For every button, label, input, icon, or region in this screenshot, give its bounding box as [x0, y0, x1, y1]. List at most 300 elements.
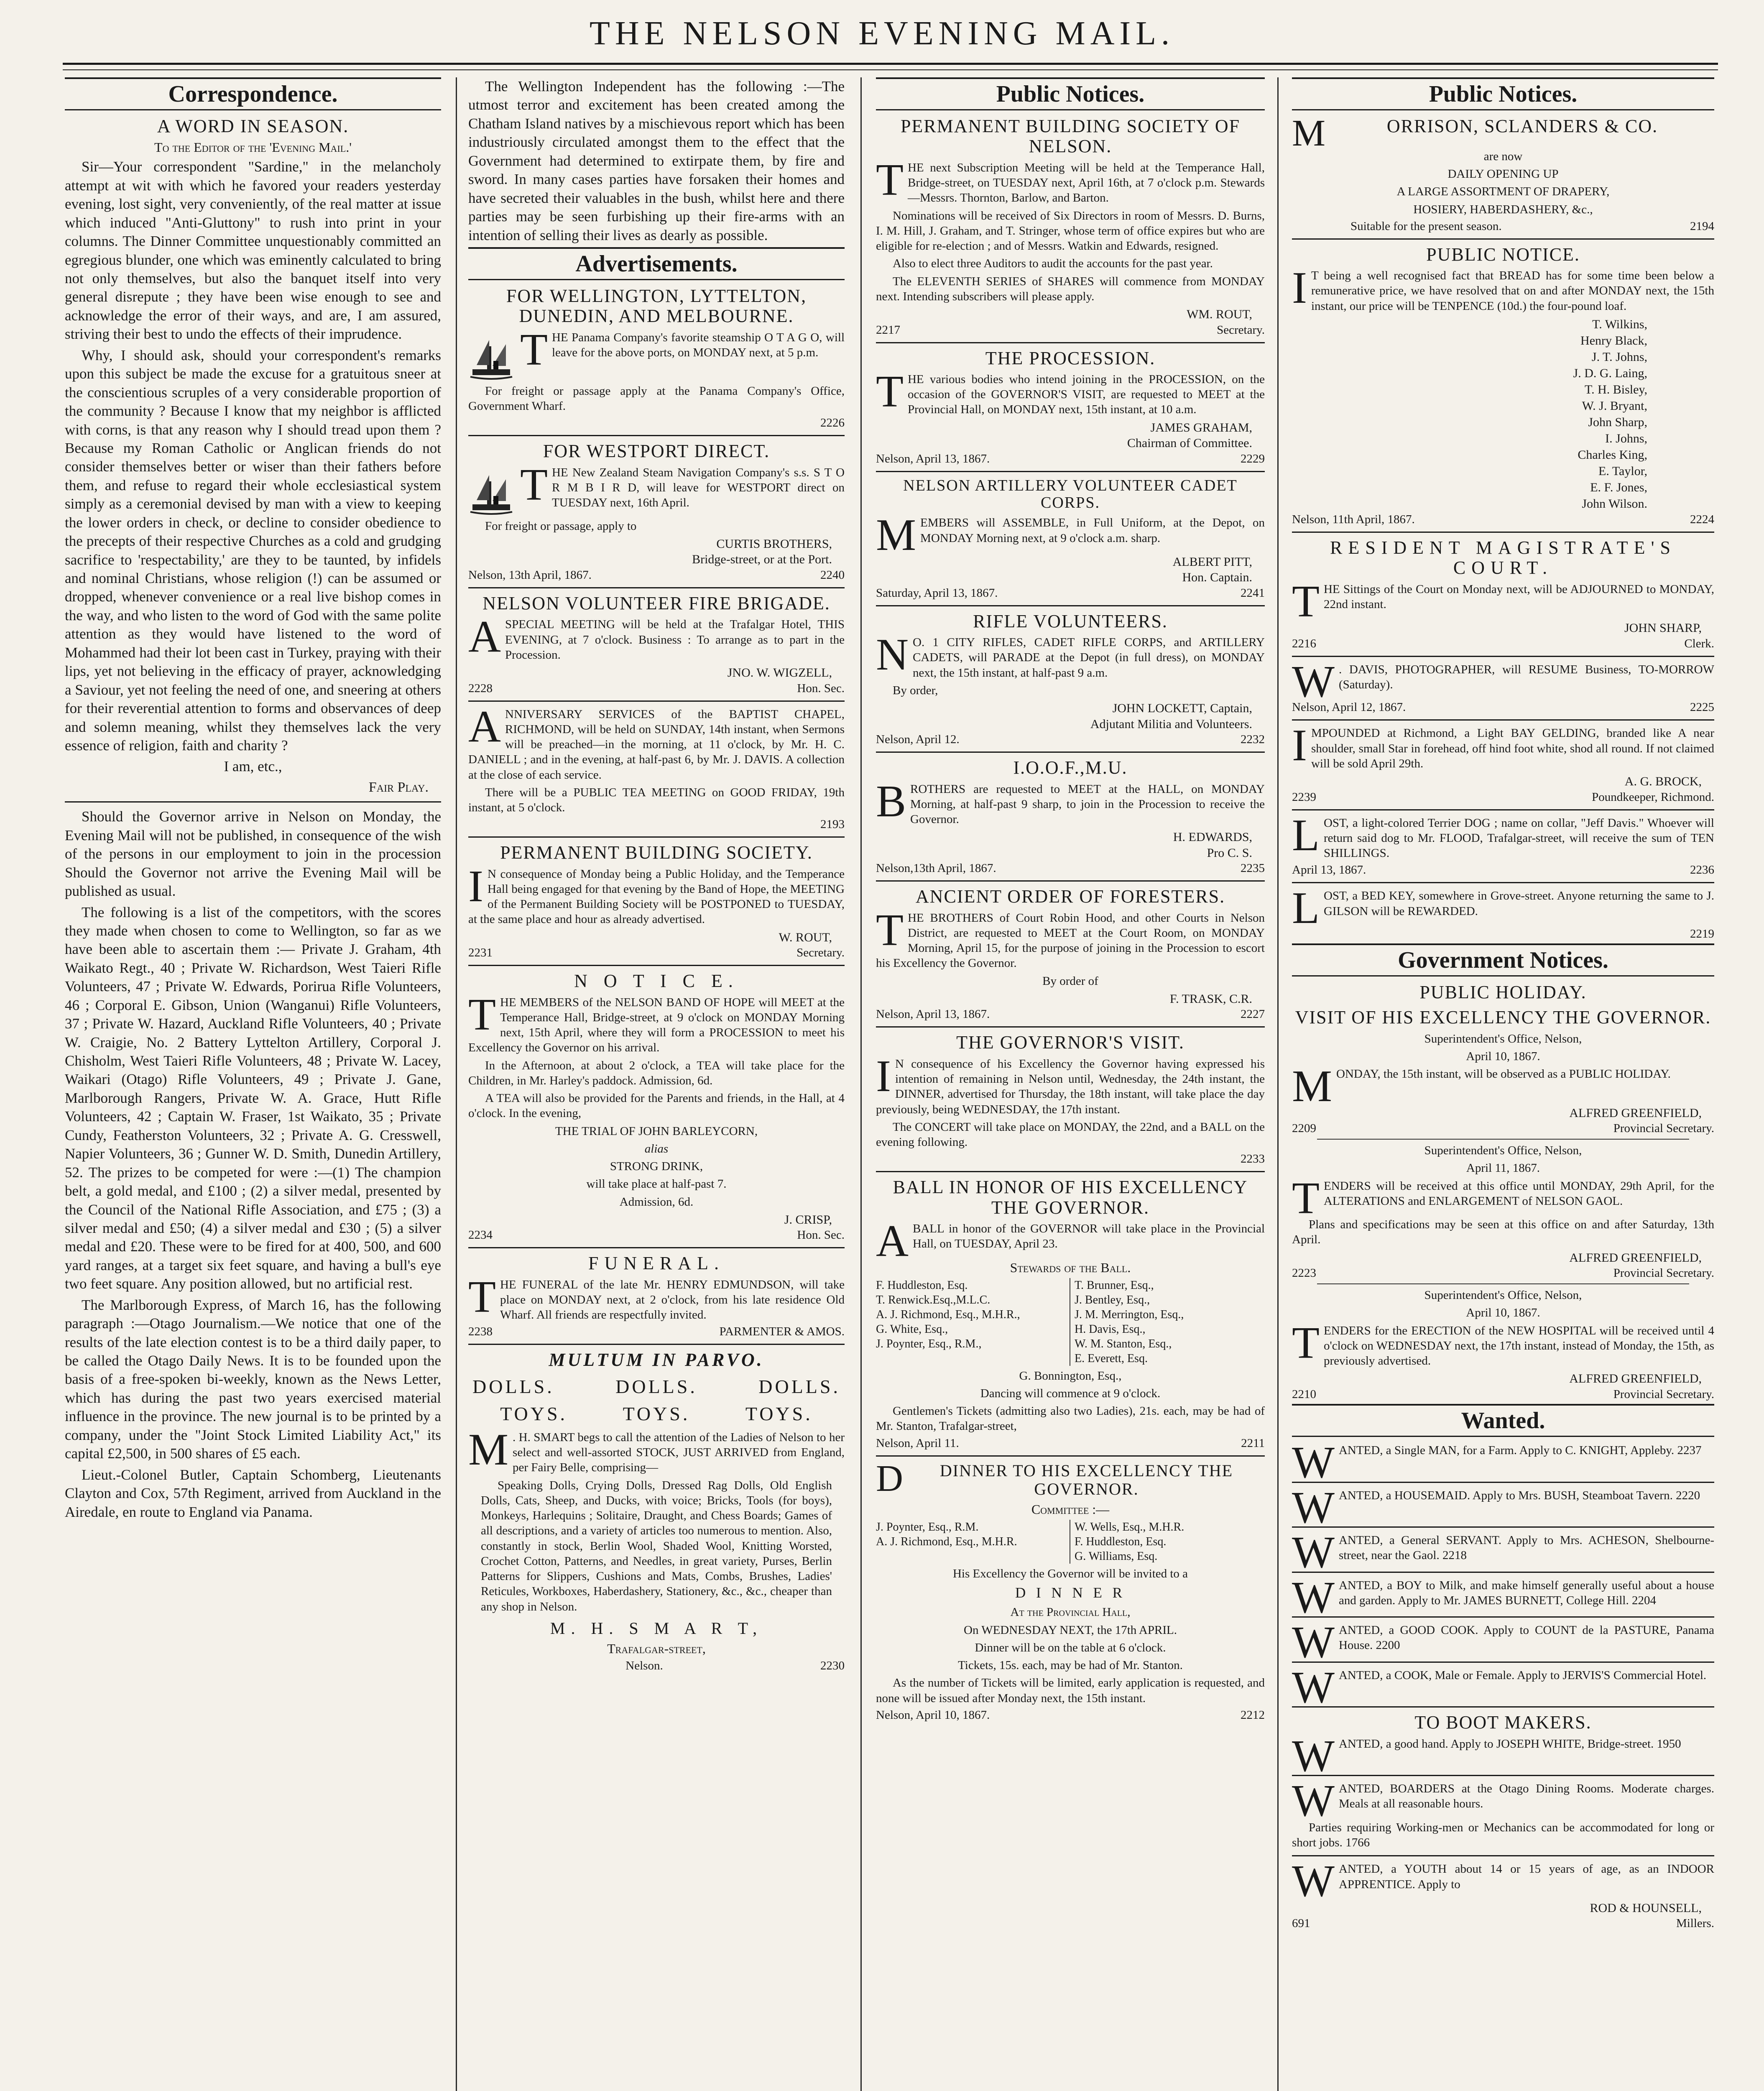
ad-signature-sub: Hon. Captain. [1182, 570, 1252, 585]
ad-body: ANTED, BOARDERS at the Otago Dining Rooms. Moderate charges. Meals at all reasonable hours. [1338, 1782, 1714, 1811]
ad-body: OST, a light-colored Terrier DOG ; name on collar, "Jeff Davis." Whoever will return said dog to Mr. FLOOD, Trafalgar-street, will receive the sum of TEN SHILLINGS. [1323, 816, 1714, 860]
signatory-name: E. Taylor, [1598, 464, 1647, 478]
ad-title: TO BOOT MAKERS. [1414, 1712, 1592, 1733]
ad-body: HE various bodies who intend joining in the PROCESSION, on the occasion of the GOVERNOR'S VISIT, are requested to MEET at the Provincial Hall, on MONDAY next, 15th instant, at 10 a.m. [907, 372, 1265, 417]
ad-date: Nelson, April 10, 1867. [876, 1708, 990, 1722]
divider [468, 1247, 845, 1248]
divider [1317, 1139, 1689, 1140]
ad-title: RIFLE VOLUNTEERS. [973, 611, 1168, 631]
ad-date: Saturday, April 13, 1867. [876, 586, 998, 600]
ad-number: 2229 [1241, 452, 1265, 465]
signatory-name: T. H. Bisley, [1585, 382, 1647, 396]
masthead: THE NELSON EVENING MAIL. [590, 15, 1174, 52]
section-header-government-notices: Government Notices. [1292, 943, 1714, 976]
ad-signature: ALFRED GREENFIELD, [1569, 1372, 1702, 1386]
ad-signature: ALFRED GREENFIELD, [1569, 1250, 1702, 1265]
ad-body: By order of [1042, 974, 1098, 988]
ad-signature-sub: Pro C. S. [1207, 846, 1252, 860]
ad-body: O. 1 CITY RIFLES, CADET RIFLE CORPS, and ARTILLERY CADETS, will PARADE at the Depot (in full dress), on MONDAY next, the 15th instant, at half-past 9 a.m. [913, 636, 1265, 680]
office-date: April 10, 1867. [1466, 1306, 1540, 1320]
ad-body: ANTED, a YOUTH about 14 or 15 years of age, as an INDOOR APPRENTICE. Apply to [1338, 1862, 1714, 1891]
drop-cap: A [468, 612, 501, 662]
drop-cap: W [1292, 1776, 1335, 1826]
ad-signature-sub: Adjutant Militia and Volunteers. [1090, 717, 1252, 731]
divider [876, 1455, 1265, 1457]
ad-impounded [1292, 721, 1714, 804]
ad-line: Dinner will be on the table at 6 o'clock. [975, 1641, 1166, 1654]
ad-body: There will be a PUBLIC TEA MEETING on GOOD FRIDAY, 19th instant, at 5 o'clock. [468, 785, 845, 814]
divider [468, 435, 845, 436]
ad-title: FUNERAL. [588, 1253, 725, 1274]
drop-cap: M [876, 510, 916, 560]
ad-body: ONDAY, the 15th instant, will be observed as a PUBLIC HOLIDAY. [1336, 1067, 1671, 1081]
drop-cap: T [1292, 1173, 1320, 1223]
ad-number: 2233 [1241, 1152, 1265, 1166]
divider [1292, 1616, 1714, 1618]
divider [1292, 532, 1714, 533]
ad-place: Nelson. [625, 1659, 663, 1672]
toys-word: TOYS. [745, 1403, 813, 1424]
letter-paragraph: Sir—Your correspondent "Sardine," in the melancholy attempt at wit with which he favored your readers yesterday evening, lost sight, very conveniently, of the real matter at issue which induced "Anti-Gluttony" to rush into print in your columns. The Dinner Committee unquestionably committed an egregious blunder, one which was eminently calculated to bring not only themselves, but also the banquet itself into very general disrepute ; they have been wise enough to see and acknowledge the error of their ways, and are, I am assured, striving their best to undo the effects of their imprudence. [65, 158, 441, 343]
drop-cap: W [1292, 1731, 1335, 1781]
ad-line: HOSIERY, HABERDASHERY, &c., [1413, 202, 1593, 216]
ad-body: Nominations will be received of Six Directors in room of Messrs. D. Burns, I. M. Hill, J. Graham, and T. Stringer, whose term of office expires but who are eligible for re-election ; and of Messrs. Watkin and Edwards, resigned. [876, 209, 1265, 253]
ad-line: Dancing will commence at 9 o'clock. [980, 1386, 1161, 1400]
ad-number: 2210 [1292, 1387, 1316, 1401]
ad-line: Admission, 6d. [619, 1195, 694, 1209]
letter-closing: I am, etc., [224, 758, 282, 775]
ad-photographer [1292, 657, 1714, 715]
ad-title: VISIT OF HIS EXCELLENCY THE GOVERNOR. [1295, 1007, 1711, 1028]
drop-cap: W [1292, 1618, 1335, 1668]
ad-signature: ROD & HOUNSELL, [1590, 1901, 1702, 1915]
drop-cap: W [1292, 1662, 1335, 1713]
office-line: Superintendent's Office, Nelson, [1424, 1144, 1582, 1158]
ad-body: ANTED, a COOK, Male or Female. Apply to JERVIS'S Commercial Hotel. [1338, 1668, 1707, 1682]
column-public-notices-2 [1292, 77, 1714, 2091]
column-advertisements [468, 77, 845, 2091]
ad-body: HE MEMBERS of the NELSON BAND OF HOPE will MEET at the Temperance Hall, Bridge-street, at 9 o'clock on MONDAY Morning next, 15th April, where they will form a PROCESSION to meet his Excellency the Governor on his arrival. [468, 995, 845, 1055]
column-correspondence [65, 77, 441, 2091]
ad-body: EMBERS will ASSEMBLE, in Full Uniform, at the Depot, on MONDAY Morning next, at 9 o'clock a.m. sharp. [920, 516, 1265, 545]
ad-body: HE Panama Company's favorite steamship O T A G O, will leave for the above ports, on MONDAY next, at 5 p.m. [551, 330, 845, 359]
drop-cap: T [468, 989, 496, 1040]
ad-date: Nelson, April 12, 1867. [1292, 700, 1406, 714]
ad-date: Nelson, April 12. [876, 733, 960, 746]
ad-number: 2227 [1241, 1007, 1265, 1021]
steward-name: J. Bentley, Esq., [1075, 1293, 1150, 1306]
drop-cap: M [468, 1424, 509, 1475]
committee-name: A. J. Richmond, Esq., M.H.R. [876, 1535, 1017, 1548]
ad-number: 1766 [1345, 1836, 1370, 1849]
ad-body: ANTED, a General SERVANT. Apply to Mrs. ACHESON, Shelbourne-street, near the Gaol. [1338, 1534, 1714, 1562]
ad-body: As the number of Tickets will be limited, early application is requested, and none will be issued after Monday next, the 15th instant. [876, 1676, 1265, 1705]
ad-title: MULTUM IN PARVO. [549, 1350, 764, 1370]
ad-oddfellows [876, 758, 1265, 875]
signatory-name: T. Wilkins, [1592, 317, 1647, 331]
steward-name: A. J. Richmond, Esq., M.H.R., [876, 1308, 1020, 1321]
ad-number: 2193 [820, 818, 845, 831]
office-line: Superintendent's Office, Nelson, [1424, 1032, 1582, 1046]
signatory-name: E. F. Jones, [1590, 480, 1647, 494]
ad-signature-sub: Provincial Secretary. [1613, 1266, 1714, 1280]
column-separator [456, 77, 457, 2091]
signatory-name: J. D. G. Laing, [1573, 366, 1647, 380]
ad-body: NNIVERSARY SERVICES of the BAPTIST CHAPEL, RICHMOND, will be held on SUNDAY, 14th instant, when Sermons will be preached—in the morning, at 11 o'clock, by Mr. H. C. DANIELL ; and in the evening, at half-past 6, by Mr. J. DAVIS. A collection at the close of each service. [468, 707, 845, 782]
signatory-name: Charles King, [1578, 447, 1647, 462]
ad-morrison-sclanders [1292, 112, 1714, 233]
ad-bread-notice [1292, 245, 1714, 527]
ad-signature: J. CRISP, [784, 1212, 832, 1227]
ad-date: Nelson, 11th April, 1867. [1292, 512, 1415, 526]
ad-signature: W. ROUT, [779, 930, 832, 944]
news-paragraph: The Marlborough Express, of March 16, has the following paragraph :—Otago Journalism.—We notice that one of the results of the late election contest is to be a third daily paper, to be called the Otago Daily News. It is to be founded upon the basis of a free-spoken bi-weekly, known as the News Letter, which has during the past two years exercised material influence in the province. The new journal is to be printed by a company, under the "Joint Stock Limited Liability Act," its capital £2,500, in 500 shares of £5 each. [65, 1296, 441, 1462]
ad-title: PERMANENT BUILDING SOCIETY. [500, 842, 813, 863]
drop-cap: W [1292, 1572, 1335, 1623]
gov-gaol-tenders [1292, 1143, 1714, 1280]
dolls-word: DOLLS. [758, 1375, 840, 1397]
ad-signature: JAMES GRAHAM, [1150, 420, 1252, 435]
ad-body: For freight or passage apply at the Panama Company's Office, Government Wharf. [468, 384, 845, 413]
drop-cap: L [1292, 883, 1320, 933]
ad-governors-ball [876, 1177, 1265, 1450]
steward-name: J. M. Merrington, Esq., [1075, 1308, 1184, 1321]
ad-body: HE next Subscription Meeting will be held at the Temperance Hall, Bridge-street, on TUESDAY next, April 16th, at 7 o'clock p.m. Stewards—Messrs. Thornton, Barlow, and Barton. [907, 161, 1265, 205]
ad-governors-dinner [876, 1457, 1265, 1722]
ad-signature: F. TRASK, C.R. [1169, 992, 1252, 1006]
wanted-farm-man [1292, 1437, 1714, 1488]
ad-date: Nelson, 13th April, 1867. [468, 568, 592, 582]
committee-name: W. Wells, Esq., M.H.R. [1075, 1520, 1185, 1534]
divider [1292, 719, 1714, 721]
signatory-name: I. Johns, [1605, 431, 1647, 445]
steward-name: T. Brunner, Esq., [1075, 1278, 1154, 1292]
ad-number: 2232 [1241, 733, 1265, 746]
ad-title: I.O.O.F.,M.U. [1013, 757, 1128, 778]
divider [1292, 1482, 1714, 1483]
ad-number: 2216 [1292, 637, 1316, 650]
ad-magistrates-court [1292, 538, 1714, 651]
ad-signature: M. H. S M A R T, [550, 1618, 763, 1638]
ad-westport-steamer [468, 441, 845, 582]
divider [876, 1171, 1265, 1172]
ad-signature-sub: Hon. Sec. [797, 681, 845, 695]
signatory-name: Henry Black, [1580, 333, 1647, 348]
ad-body: N consequence of his Excellency the Governor having expressed his intention of remaining in Nelson until, Wednesday, the 24th instant, the DINNER, advertised for Thursday, the 18th instant, will take place the day previously, being WEDNESDAY, the 17th instant. [876, 1057, 1265, 1116]
ad-body: ANTED, a BOY to Milk, and make himself generally useful about a house and garden. Apply to Mr. JAMES BURNETT, College Hill. [1338, 1578, 1714, 1607]
ad-title: FOR WESTPORT DIRECT. [543, 441, 770, 462]
toys-word: TOYS. [623, 1403, 690, 1424]
ad-line: D I N N E R [1015, 1584, 1126, 1601]
ad-line: THE TRIAL OF JOHN BARLEYCORN, [555, 1124, 758, 1138]
ad-baptist-anniversary [468, 701, 845, 832]
ad-number: 2194 [1690, 219, 1714, 233]
ad-line: are now [1483, 149, 1523, 163]
ad-title: BALL IN HONOR OF HIS EXCELLENCY THE GOVERNOR. [893, 1177, 1248, 1218]
section-header-wanted: Wanted. [1292, 1404, 1714, 1437]
divider [876, 605, 1265, 606]
ad-title: PUBLIC NOTICE. [1426, 244, 1580, 265]
ad-number: 2237 [1677, 1443, 1702, 1457]
signatory-name: John Sharp, [1588, 415, 1647, 429]
office-date: April 11, 1867. [1466, 1161, 1540, 1175]
ad-body: A TEA will also be provided for the Parents and friends, in the Hall, at 4 o'clock. In the evening, [468, 1092, 845, 1120]
letter-paragraph: Why, I should ask, should your correspondent's remarks upon this subject be made the excuse for a gratuitous sneer at the conscientious scruples of a very considerable proportion of the community ? Because I know that my neighbor is afflicted with corns, is that any reason why I should tread upon them ? Because my Roman Catholic or Anglican friends do not consider themselves better or wiser than their fathers before them, and refuse to regard their whole ecclesiastical system simply as a ceremonial devised by man with a view to keeping the lower orders in check, or decline to consider obedience to the precepts of their respective Churches as a cold and grudging sacrifice to 'respectability,' are they to be taunted, by infidels and nominal Christians, whose religion (!) can be assumed or dropped, whenever convenience or a real live bishop comes in the way, and who listen to the word of God with the same polite attention as they would have listened to the word of Mohammed had their lot been cast in Turkey, praying with their lips, yet not believing in the efficacy of prayer, acknowledging a Saviour, yet not feeling the need of one, and sneering at others for their reverential attention to forms and observances of deep and solemn meaning, whilst they themselves lack the very essence of religion, faith and charity ? [65, 347, 441, 754]
divider [876, 471, 1265, 472]
ad-signature-sub: Secretary. [796, 946, 845, 960]
divider [876, 342, 1265, 343]
column-public-notices [876, 77, 1265, 2091]
committee-name: F. Huddleston, Esq. [1075, 1535, 1167, 1548]
drop-cap: I [1292, 721, 1307, 771]
steward-name: T. Renwick.Esq.,M.L.C. [876, 1293, 990, 1306]
masthead-rule [63, 63, 1718, 65]
steward-name: J. Poynter, Esq., R.M., [876, 1337, 982, 1350]
drop-cap: T [876, 366, 904, 417]
wanted-youth-apprentice [1292, 1856, 1714, 1930]
signatory-name: John Wilson. [1582, 496, 1647, 511]
drop-cap: T [876, 905, 904, 955]
ad-number: 2238 [468, 1325, 493, 1339]
committee-heading: Committee :— [1031, 1501, 1110, 1517]
ad-body: MPOUNDED at Richmond, a Light BAY GELDING, branded like A near shoulder, small Star in forehead, off hind foot white, shod all round. If not claimed will be sold April 29th. [1311, 726, 1714, 770]
ad-signature: WM. ROUT, [1187, 307, 1252, 322]
steward-name: H. Davis, Esq., [1075, 1322, 1146, 1336]
ad-number: 2223 [1292, 1266, 1316, 1280]
divider [1292, 1706, 1714, 1708]
committee-name: J. Poynter, Esq., R.M. [876, 1520, 979, 1534]
ad-line: STRONG DRINK, [610, 1160, 703, 1173]
drop-cap: I [1292, 263, 1307, 313]
masthead-rule-thin [63, 69, 1718, 70]
ad-signature-sub: Poundkeeper, Richmond. [1592, 790, 1714, 804]
ad-body: Also to elect three Auditors to audit the accounts for the past year. [893, 257, 1213, 271]
divider [468, 836, 845, 838]
ad-title: ANCIENT ORDER OF FORESTERS. [915, 886, 1225, 907]
drop-cap: I [876, 1051, 891, 1101]
divider [1292, 809, 1714, 810]
ad-signature-sub: Chairman of Committee. [1127, 436, 1252, 450]
divider [1292, 1855, 1714, 1856]
ad-body: His Excellency the Governor will be invited to a [952, 1567, 1188, 1580]
drop-cap: T [520, 460, 548, 510]
toys-word: TOYS. [500, 1403, 568, 1424]
drop-cap: T [520, 325, 548, 375]
steward-name: F. Huddleston, Esq. [876, 1278, 968, 1292]
ad-signature-sub: Bridge-street, or at the Port. [692, 552, 832, 567]
ad-number: 2234 [468, 1228, 493, 1242]
ad-otago-steamer [468, 286, 845, 430]
drop-cap: W [1292, 1483, 1335, 1533]
ad-signature: ALFRED GREENFIELD, [1569, 1106, 1702, 1120]
wanted-housemaid [1292, 1483, 1714, 1533]
drop-cap: M [1292, 1061, 1333, 1112]
ad-signature: ALBERT PITT, [1172, 555, 1252, 569]
ad-permanent-building-society [468, 843, 845, 960]
dolls-row [472, 1375, 840, 1398]
drop-cap: W [1292, 1856, 1335, 1907]
gov-public-holiday [1292, 982, 1714, 1135]
divider [1292, 238, 1714, 240]
ad-body: ANTED, a HOUSEMAID. Apply to Mrs. BUSH, Steamboat Tavern. [1338, 1488, 1673, 1502]
divider [1292, 1526, 1714, 1528]
letter-signature: Fair Play. [368, 779, 429, 795]
ad-band-of-hope [468, 971, 845, 1242]
ad-title: PERMANENT BUILDING SOCIETY OF NELSON. [900, 116, 1241, 157]
ad-date: Nelson, April 13, 1867. [876, 452, 990, 465]
ad-body: ANTED, a GOOD COOK. Apply to COUNT de la PASTURE, Panama House. [1338, 1623, 1714, 1652]
ad-smart-dolls [468, 1350, 845, 1672]
ad-signature-sub: Secretary. [1217, 323, 1265, 337]
ad-body: HE Sittings of the Court on Monday next, will be ADJOURNED to MONDAY, 22nd instant. [1323, 582, 1714, 611]
ad-body: OST, a BED KEY, somewhere in Grove-street. Anyone returning the same to J. GILSON will be REWARDED. [1323, 889, 1714, 918]
ad-signature: PARMENTER & AMOS. [719, 1325, 845, 1339]
ad-body: N consequence of Monday being a Public Holiday, and the Temperance Hall being engaged for that evening by the Band of Hope, the MEETING of the Permanent Building Society will be POSTPONED to TUESDAY, at the same place and hour as already advertised. [468, 867, 845, 926]
ad-number: 691 [1292, 1917, 1310, 1930]
ad-number: 2212 [1241, 1708, 1265, 1722]
ad-number: 2218 [1442, 1549, 1467, 1562]
ad-line: A LARGE ASSORTMENT OF DRAPERY, [1396, 185, 1610, 199]
ad-title: ORRISON, SCLANDERS & CO. [1386, 116, 1658, 136]
ad-signature-sub: Provincial Secretary. [1613, 1122, 1714, 1135]
ad-body: HE FUNERAL of the late Mr. HENRY EDMUNDSON, will take place on MONDAY next, at 2 o'clock, from his late residence Old Wharf. All friends are respectfully invited. [500, 1278, 845, 1322]
ad-procession [876, 348, 1265, 466]
ad-body: Speaking Dolls, Crying Dolls, Dressed Rag Dolls, Old English Dolls, Cats, Sheep, and Ducks, with voice; Bricks, Tools (for boys), Monkeys, Harlequins ; Solitaire, Draught, and Chess Boards; Games of all descriptions, and a variety of articles too numerous to mention. Also, constantly in stock, Berlin Wool, Shaded Wool, Knitting Worsted, Crochet Cotton, Patterns, and Needles, in great variety, Purses, Berlin Patterns for Slippers, Cushions and Mats, Combs, Brushes, Ladies' Reticules, Workboxes, Haberdashery, Stationery, &c., &c., cheaper than any shop in Nelson. [481, 1478, 832, 1613]
ad-number: 2226 [820, 416, 845, 430]
ad-number: 2217 [876, 323, 900, 337]
ad-body: By order, [893, 683, 938, 697]
ad-number: 2200 [1376, 1639, 1400, 1652]
ad-signature: A. G. BROCK, [1624, 775, 1702, 789]
office-line: Superintendent's Office, Nelson, [1424, 1288, 1582, 1302]
divider [1292, 882, 1714, 883]
news-paragraph: The Wellington Independent has the following :—The utmost terror and excitement has been created among the Chatham Island natives by a mischievous report which has been industriously circulated amongst them to the effect that the Government had determined to extirpate them, by fire and sword. In many cases parties have forsaken their homes and have secreted their valuables in the bush, whilst here and there parties may be seen furbishing up their fire-arms with an intention of selling their lives as dearly as possible. [468, 78, 845, 243]
ad-number: 2225 [1690, 700, 1714, 714]
ad-number: 2235 [1241, 861, 1265, 875]
ad-line: DAILY OPENING UP [1447, 167, 1559, 181]
dolls-word: DOLLS. [472, 1375, 554, 1397]
ad-title: THE GOVERNOR'S VISIT. [956, 1032, 1185, 1053]
ad-signature-sub: Hon. Sec. [797, 1228, 845, 1242]
ad-line: alias [644, 1142, 669, 1155]
ad-signature: H. EDWARDS, [1173, 830, 1252, 844]
ad-title: DINNER TO HIS EXCELLENCY THE GOVERNOR. [939, 1461, 1233, 1498]
ad-line: On WEDNESDAY NEXT, the 17th APRIL. [964, 1623, 1177, 1637]
letter-title: A WORD IN SEASON. [157, 116, 349, 136]
signatory-name: W. J. Bryant, [1582, 399, 1647, 413]
stewards-heading: Stewards of the Ball. [1010, 1260, 1131, 1275]
news-paragraph: The following is a list of the competitors, with the scores they made when chosen to come to Wellington, so far as we have been able to ascertain them :— Private J. Graham, 4th Waikato Regt., 40 ; Private W. Richardson, West Taieri Rifle Volunteers, 47 ; Private W. Edwards, Porirua Rifle Volunteers, 46 ; Corporal E. Gibson, Union (Wanganui) Rifle Volunteers, 37 ; Private W. Hazard, Auckland Rifle Volunteers, 40 ; Private W. Craigie, No. 2 Battery Lyttelton Artillery, Corporal J. Chisholm, West Taieri Rifle Volunteers, 48 ; Private W. Lacey, Waikari (Otago) Rifle Volunteers, 49 ; Private J. Gane, Marlborough Rangers, Private W. A. Grace, Hutt Rifle Volunteers, 42 ; Captain W. Fraser, 1st Waikato, 35 ; Private Cundy, Featherston Volunteers, 32 ; Private A. G. Cresswell, Napier Volunteers, 36 ; Gunner W. D. Smith, Dunedin Artillery, 52. The prizes to be competed for were :—(1) The champion belt, a gold medal, and £100 ; (2) a silver medal, presented by the Council of the National Rifle Association, and £75 ; (3) a silver medal and £50; (4) a silver medal and £30 ; (5) a silver medal and £20. These were to be fired for at 400, 500, and 600 yard ranges, at a target six feet square, and having a bull's eye two feet square. Any position allowed, but no artificial rest. [65, 904, 441, 1292]
ad-line: Suitable for the present season. [1350, 219, 1502, 233]
wanted-boarders [1292, 1776, 1714, 1850]
ad-signature-sub: Provincial Secretary. [1613, 1387, 1714, 1401]
ad-body: Gentlemen's Tickets (admitting also two Ladies), 21s. each, may be had of Mr. Stanton, Trafalgar-street, [876, 1404, 1265, 1433]
divider [1292, 656, 1714, 657]
ad-number: 2241 [1241, 586, 1265, 600]
drop-cap: W [1292, 1528, 1335, 1578]
office-date: April 10, 1867. [1466, 1049, 1540, 1063]
divider [876, 880, 1265, 882]
signatory-list [1292, 316, 1714, 512]
column-separator [1277, 77, 1279, 2091]
drop-cap: W [1292, 1437, 1335, 1488]
ad-foresters [876, 887, 1265, 1021]
drop-cap: B [876, 776, 906, 826]
steward-name: G. Bonnington, Esq., [1019, 1369, 1122, 1383]
drop-cap: W [1292, 657, 1335, 707]
ad-title: NELSON ARTILLERY VOLUNTEER CADET CORPS. [903, 476, 1238, 512]
drop-cap: A [876, 1216, 909, 1266]
ad-title: THE PROCESSION. [985, 348, 1156, 368]
ad-body: In the Afternoon, at about 2 o'clock, a TEA will take place for the Children, in Mr. Harley's paddock. Admission, 6d. [468, 1058, 845, 1087]
ad-building-society-of-nelson [876, 116, 1265, 337]
ad-signature: JOHN LOCKETT, Captain, [1112, 701, 1252, 716]
drop-cap: N [876, 630, 909, 680]
wanted-boy [1292, 1572, 1714, 1623]
ad-fire-brigade [468, 593, 845, 695]
drop-cap: I [468, 861, 483, 911]
divider [1292, 1572, 1714, 1573]
signatory-name: J. T. Johns, [1591, 350, 1647, 364]
drop-cap: T [876, 155, 904, 205]
committee-name: G. Williams, Esq. [1075, 1549, 1158, 1563]
gov-hospital-tenders [1292, 1288, 1714, 1401]
ad-number: 2209 [1292, 1122, 1316, 1135]
ad-signature-sub: Millers. [1676, 1917, 1714, 1930]
wanted-good-cook [1292, 1618, 1714, 1668]
committee-list [876, 1520, 1265, 1564]
drop-cap: T [1292, 576, 1320, 626]
divider [1292, 1775, 1714, 1776]
drop-cap: A [468, 701, 501, 752]
divider [1292, 1662, 1714, 1663]
ad-number: 2204 [1632, 1593, 1656, 1607]
ad-date: Nelson,13th April, 1867. [876, 861, 996, 875]
ad-title: FOR WELLINGTON, LYTTELTON, DUNEDIN, AND MELBOURNE. [506, 285, 807, 327]
ad-title: NELSON VOLUNTEER FIRE BRIGADE. [482, 593, 830, 613]
ad-body: BALL in honor of the GOVERNOR will take place in the Provincial Hall, on TUESDAY, April 23. [913, 1222, 1265, 1251]
wanted-cook [1292, 1662, 1714, 1713]
ad-title: N O T I C E. [574, 971, 739, 992]
ad-lost-key [1292, 883, 1714, 941]
ad-number: 2211 [1241, 1436, 1265, 1450]
news-paragraph: Lieut.-Colonel Butler, Captain Schomberg, Lieutenants Clayton and Cox, 57th Regiment, arrived from Auckland in the Airedale, en route to England via Panama. [65, 1466, 441, 1520]
ad-date: April 13, 1867. [1292, 863, 1366, 877]
divider [876, 1026, 1265, 1028]
ad-number: 2236 [1690, 863, 1714, 877]
drop-cap: T [468, 1272, 496, 1322]
ad-body: T being a well recognised fact that BREAD has for some time been below a remunerative price, we have resolved that on and after MONDAY next, the 15th instant, our price will be TENPENCE (10d.) the four-pound loaf. [1311, 269, 1714, 313]
ad-title: RESIDENT MAGISTRATE'S COURT. [1330, 537, 1676, 578]
ad-address: Trafalgar-street, [607, 1641, 706, 1656]
ad-body: HE BROTHERS of Court Robin Hood, and other Courts in Nelson District, are requested to MEET at the Court Room, on MONDAY Morning, April 15, for the purpose of joining in the Procession to escort his Excellency the Governor. [876, 911, 1265, 970]
steamship-icon [468, 332, 514, 382]
section-header-public-notices: Public Notices. [876, 77, 1265, 110]
ad-number: 2224 [1690, 512, 1714, 526]
steward-name: G. White, Esq., [876, 1322, 948, 1336]
wanted-servant [1292, 1528, 1714, 1578]
ad-date: Nelson, April 13, 1867. [876, 1007, 990, 1021]
column-separator [860, 77, 862, 2091]
ad-body: ENDERS will be received at this office until MONDAY, 29th April, for the ALTERATIONS and ENLARGEMENT of NELSON GAOL. [1323, 1179, 1714, 1208]
ad-body: . H. SMART begs to call the attention of the Ladies of Nelson to her select and well-assorted STOCK, JUST ARRIVED from England, per Fairy Belle, comprising— [513, 1430, 845, 1475]
ad-signature: CURTIS BROTHERS, [716, 537, 832, 551]
ad-number: 2240 [820, 568, 845, 582]
divider [1317, 1283, 1689, 1284]
ad-body: For freight or passage, apply to [485, 519, 637, 533]
ad-body: ANTED, a good hand. Apply to JOSEPH WHITE, Bridge-street. [1338, 1737, 1654, 1751]
ad-body: Parties requiring Working-men or Mechanics can be accommodated for long or short jobs. [1292, 1820, 1714, 1849]
